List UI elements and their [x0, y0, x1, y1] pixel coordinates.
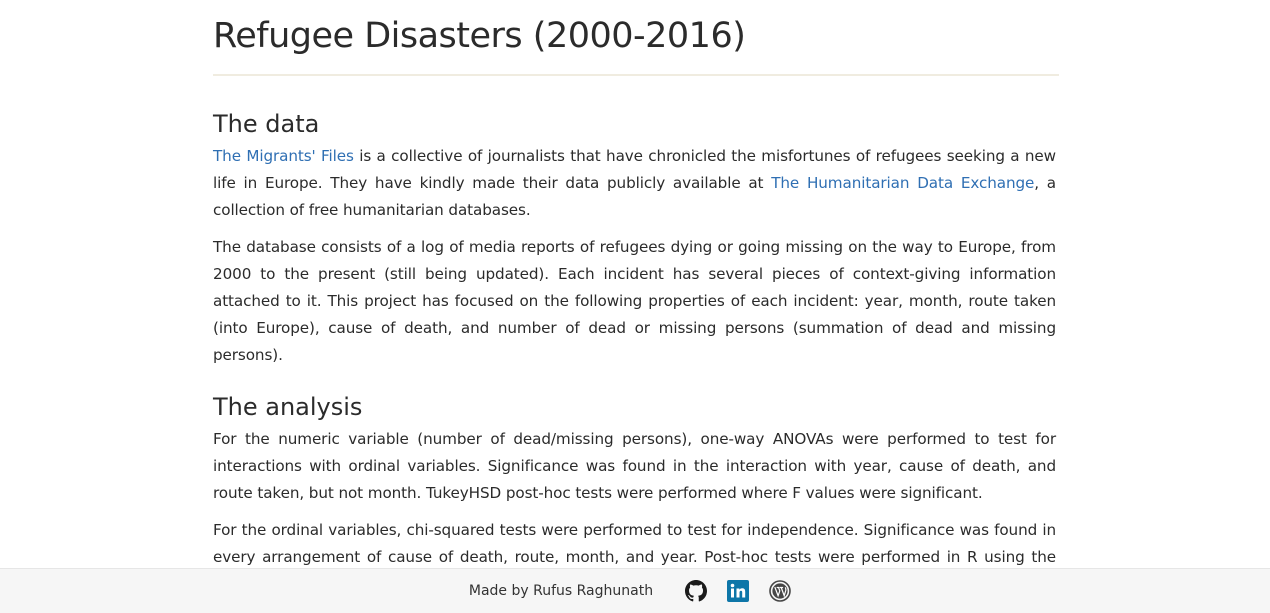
footer	[0, 568, 1270, 613]
section-heading-analysis: The analysis	[213, 393, 363, 421]
title-divider	[213, 74, 1059, 76]
section-heading-data: The data	[213, 110, 320, 138]
linkedin-icon[interactable]	[727, 580, 749, 602]
paragraph-text: For the ordinal variables, chi-squared tests were performed to test for independence. Significance was found in every arrangement of cause of death, route, month, and year. Post-hoc tests were performed in R using the	[213, 521, 1056, 566]
paragraph	[213, 143, 1056, 224]
github-icon[interactable]	[685, 580, 707, 602]
paragraph-text: The database consists of a log of media reports of refugees dying or going missing on the way to Europe, from 2000 to the present (still being updated). Each incident has several pieces of context-giving information attached to it. This project has focused on the following properties of each incident: year, month, route taken (into Europe), cause of death, and number of dead or missing persons (summation of dead and missing persons).	[213, 238, 1056, 364]
paragraph-text: For the numeric variable (number of dead/missing persons), one-way ANOVAs were performed to test for interactions with ordinal variables. Significance was found in the interaction with year, cause of death, and route taken, but not month. TukeyHSD post-hoc tests were performed where F values were significant.	[213, 430, 1056, 502]
paragraph-text: , a collection of free humanitarian databases.	[213, 174, 1056, 219]
migrants-files-link[interactable]: The Migrants' Files	[213, 147, 354, 165]
page-title: Refugee Disasters (2000-2016)	[213, 16, 746, 56]
paragraph-text: is a collective of journalists that have chronicled the misfortunes of refugees seeking a new life in Europe. They have kindly made their data publicly available at	[213, 147, 1056, 192]
humanitarian-data-exchange-link[interactable]: The Humanitarian Data Exchange	[771, 174, 1035, 192]
paragraph	[213, 234, 1056, 369]
main-content	[213, 0, 1059, 598]
footer-credit: Made by Rufus Raghunath	[468, 583, 654, 599]
paragraph	[213, 426, 1056, 507]
wordpress-icon[interactable]	[769, 580, 791, 602]
